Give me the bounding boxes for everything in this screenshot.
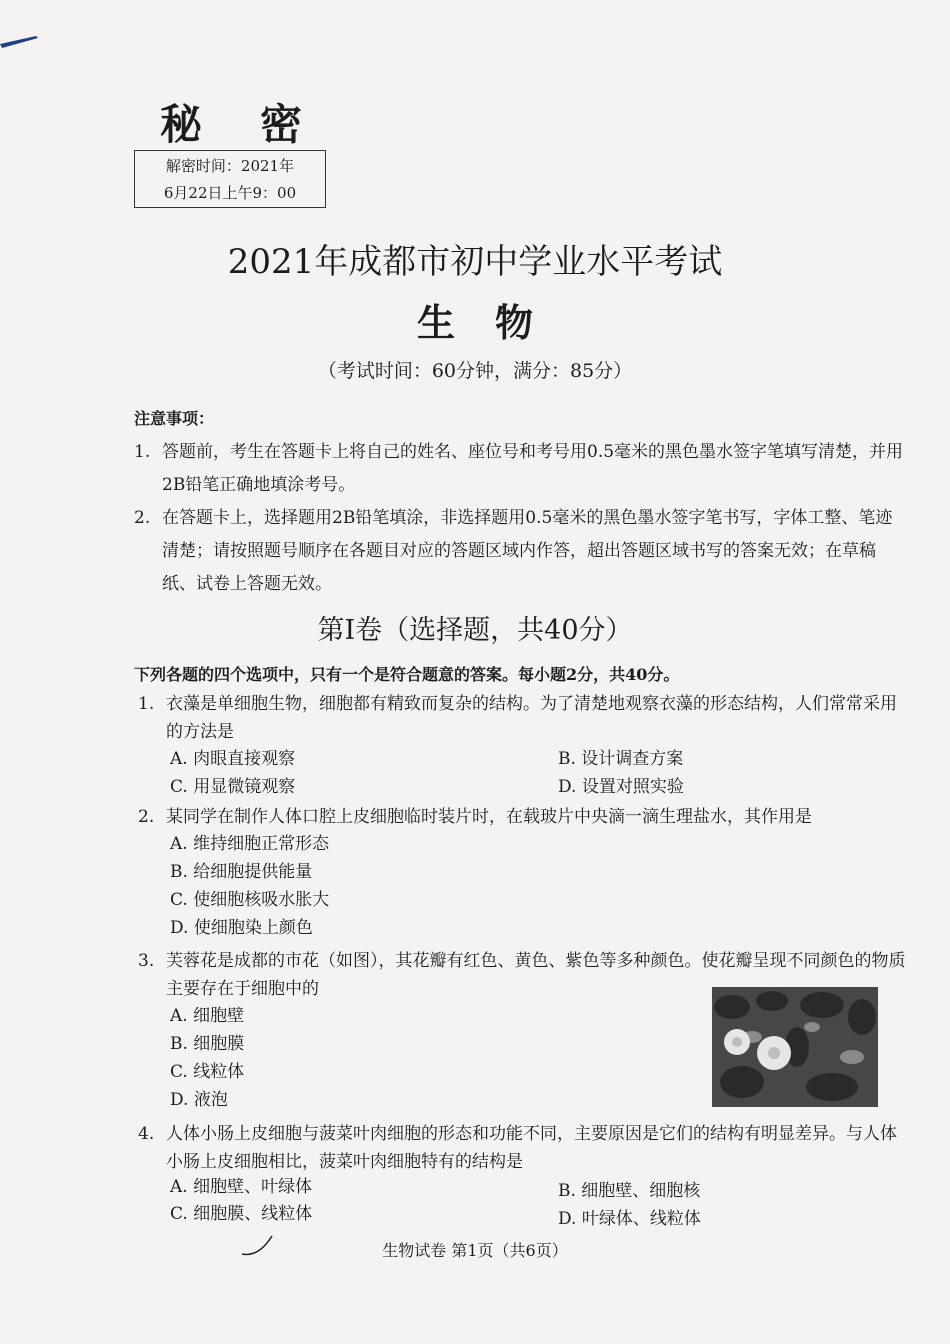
- option: A. 肉眼直接观察: [170, 749, 296, 769]
- option: A. 维持细胞正常形态: [170, 834, 330, 854]
- question: [138, 690, 908, 746]
- question-number: 3.: [138, 951, 155, 971]
- option: A. 细胞壁: [170, 1006, 245, 1026]
- question-number: 1.: [138, 694, 155, 714]
- option: D. 使细胞染上颜色: [170, 918, 313, 938]
- notice-item-number: 2.: [134, 508, 151, 528]
- question-text: 某同学在制作人体口腔上皮细胞临时装片时，在载玻片中央滴一滴生理盐水，其作用是: [166, 807, 812, 827]
- question-text: 衣藻是单细胞生物，细胞都有精致而复杂的结构。为了清楚地观察衣藻的形态结构，人们常常采用的方法是: [166, 694, 897, 742]
- option: B. 给细胞提供能量: [170, 862, 313, 882]
- exam-title: 2021年成都市初中学业水平考试: [227, 242, 723, 282]
- option: D. 设置对照实验: [558, 777, 684, 797]
- section-title: 第Ⅰ卷（选择题，共40分）: [317, 615, 633, 646]
- notice-title: 注意事项：: [134, 409, 215, 428]
- option: D. 叶绿体、线粒体: [558, 1209, 701, 1229]
- exam-info: （考试时间：60分钟，满分：85分）: [317, 360, 633, 382]
- option: B. 细胞膜: [170, 1034, 245, 1054]
- section-instruction: 下列各题的四个选项中，只有一个是符合题意的答案。每小题2分，共40分。: [134, 665, 680, 684]
- notice-item-text: 答题前，考生在答题卡上将自己的姓名、座位号和考号用0.5毫米的黑色墨水签字笔填写清楚，并用2B铅笔正确地填涂考号。: [162, 442, 904, 495]
- question: [138, 1120, 908, 1176]
- option: C. 细胞膜、线粒体: [170, 1204, 313, 1224]
- question-number: 4.: [138, 1124, 155, 1144]
- secret-label: 秘密: [160, 100, 361, 149]
- option: B. 设计调查方案: [558, 749, 684, 769]
- question: [138, 803, 908, 831]
- declassify-line-2: 6月22日上午9：00: [163, 184, 297, 202]
- notice-item-text: 在答题卡上，选择题用2B铅笔填涂，非选择题用0.5毫米的黑色墨水签字笔书写，字体工整、笔迹清楚；请按照题号顺序在各题目对应的答题区域内作答，超出答题区域书写的答案无效；在草稿纸、试卷上答题无效。: [162, 508, 893, 594]
- notice-item: [134, 436, 908, 502]
- notice-item-number: 1.: [134, 442, 151, 462]
- corner-ink-mark: [0, 30, 40, 50]
- option: C. 使细胞核吸水胀大: [170, 890, 330, 910]
- page-footer: 生物试卷 第1页（共6页）: [382, 1241, 568, 1260]
- exam-subject: 生物: [416, 300, 573, 345]
- notice-item: [134, 502, 908, 601]
- hibiscus-flower-photo: [712, 987, 878, 1107]
- question-text: 人体小肠上皮细胞与菠菜叶肉细胞的形态和功能不同，主要原因是它们的结构有明显差异。与人体小肠上皮细胞相比，菠菜叶肉细胞特有的结构是: [166, 1124, 897, 1172]
- option: C. 用显微镜观察: [170, 777, 296, 797]
- declassify-line-1: 解密时间：2021年: [165, 157, 295, 175]
- option: C. 线粒体: [170, 1062, 245, 1082]
- option: B. 细胞壁、细胞核: [558, 1181, 701, 1201]
- option: D. 液泡: [170, 1090, 228, 1110]
- option: A. 细胞壁、叶绿体: [170, 1177, 313, 1197]
- question-number: 2.: [138, 807, 155, 827]
- declassify-box: [134, 150, 326, 208]
- question-text: 芙蓉花是成都的市花（如图），其花瓣有红色、黄色、紫色等多种颜色。使花瓣呈现不同颜色的物质主要存在于细胞中的: [166, 951, 906, 999]
